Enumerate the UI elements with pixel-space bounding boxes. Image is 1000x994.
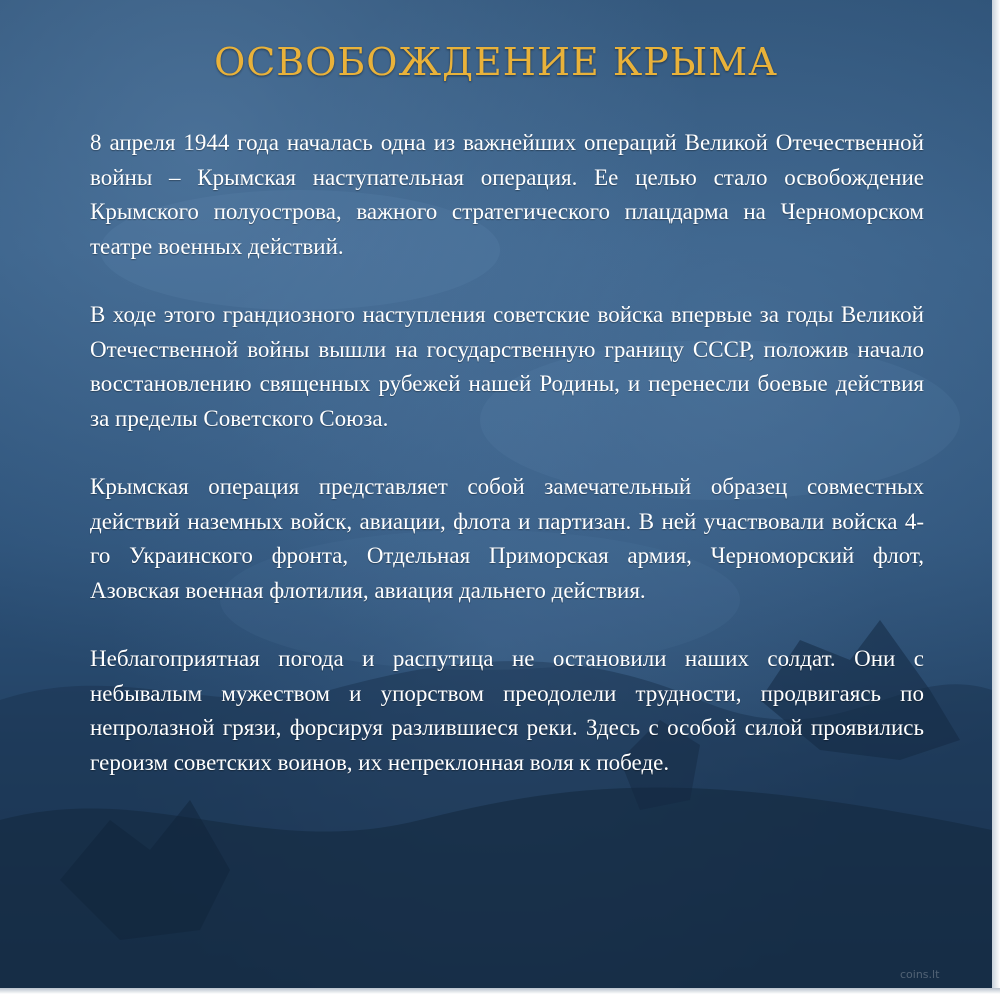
watermark: coins.lt: [900, 968, 940, 981]
scan-edge-right: [992, 0, 1000, 994]
scan-edge-bottom: [0, 988, 1000, 994]
paragraph-2: В ходе этого грандиозного наступления советские войска впервые за годы Великой Отечественной войны вышли на государственную границу СССР, положив начало восстановлению священных рубежей нашей Родины, и перенесли боевые действия за пределы Советского Союза.: [90, 302, 924, 431]
paragraph-3: Крымская операция представляет собой замечательный образец совместных действий наземных войск, авиации, флота и партизан. В ней участвовали войска 4-го Украинского фронта, Отдельная Приморская армия, Черноморский флот, Азовская военная флотилия, авиация дальнего действия.: [90, 474, 924, 603]
paragraph-1: 8 апреля 1944 года началась одна из важнейших операций Великой Отечественной войны – Крымская наступательная операция. Ее целью стало освобождение Крымского полуострова, важного стратегического плацдарма на Черноморском театре военных действий.: [90, 130, 924, 259]
paragraph-4: Неблагоприятная погода и распутица не остановили наших солдат. Они с небывалым мужеством и упорством преодолели трудности, продвигаясь по непролазной грязи, форсируя разлившиеся реки. Здесь с особой силой проявились героизм советских воинов, их непреклонная воля к победе.: [90, 646, 924, 775]
body-text: [90, 126, 924, 814]
page-title: ОСВОБОЖДЕНИЕ КРЫМА: [214, 40, 778, 84]
